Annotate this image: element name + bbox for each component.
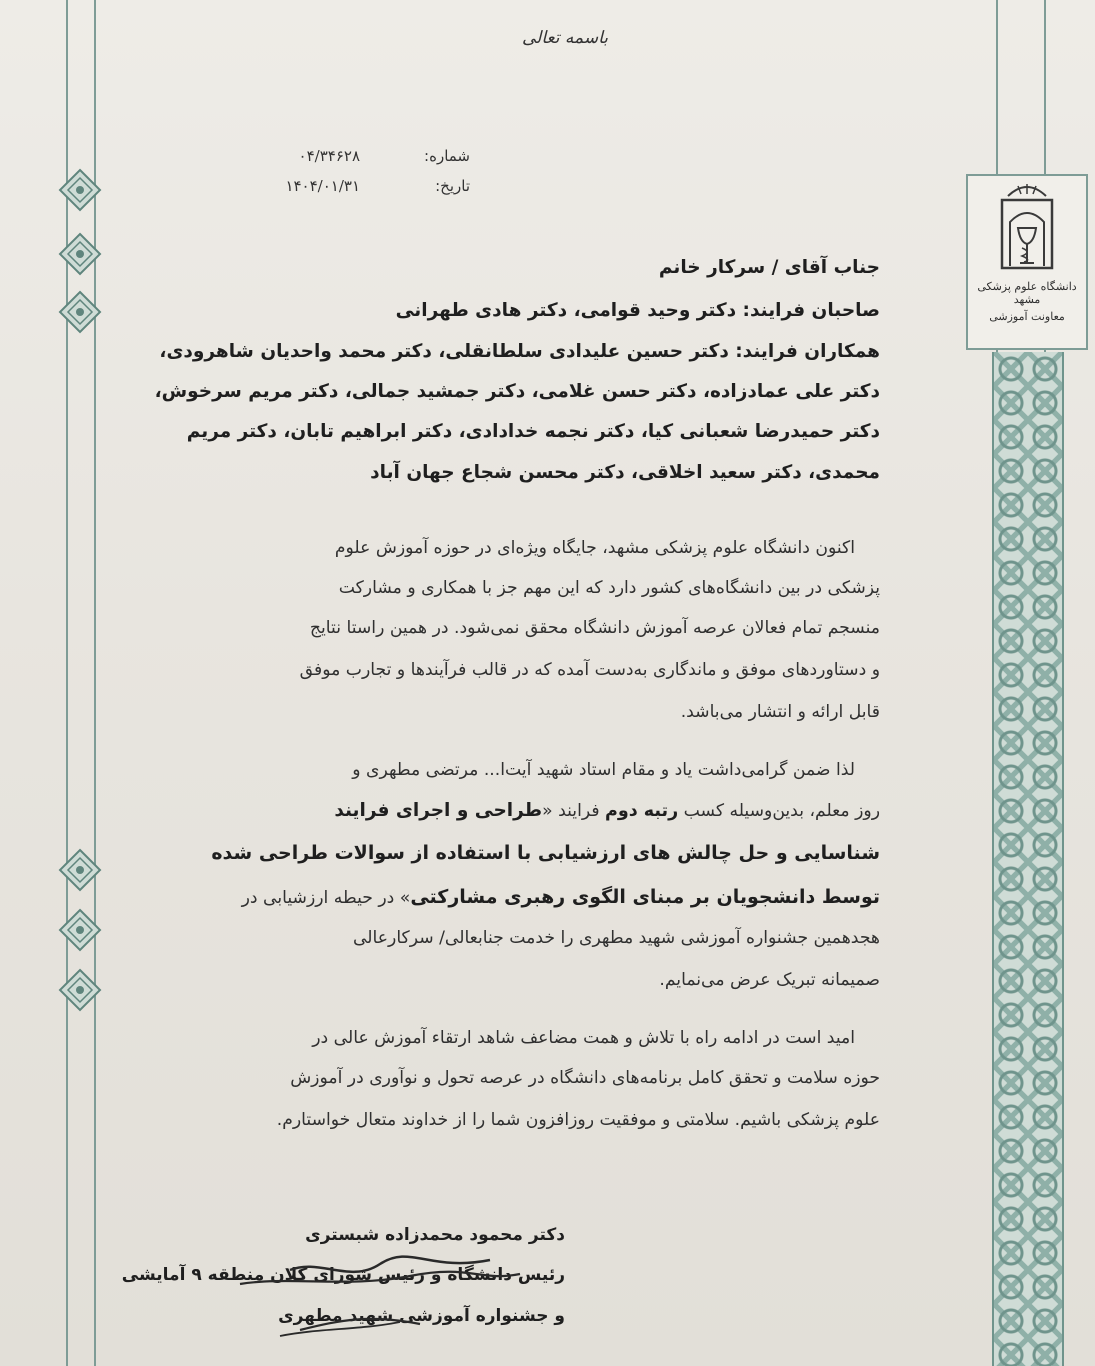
handwritten-signature (230, 1218, 530, 1348)
signatory-title: رئیس دانشگاه و رئیس شورای کلان منطقه ۹ آمایشی (121, 1265, 565, 1285)
ornament-icon (58, 168, 102, 212)
award-intro: روز معلم، بدین‌وسیله کسب (683, 801, 880, 821)
paragraph-line: حوزه سلامت و تحقق کامل برنامه‌های دانشگاه در عرصه تحول و نوآوری در آموزش (290, 1068, 880, 1088)
award-line (242, 886, 880, 908)
number-label: شماره: (424, 147, 470, 165)
number-value: ۰۴/۳۴۶۲۸ (298, 147, 360, 165)
addressee-salutation: جناب آقای / سرکار خانم (658, 257, 880, 278)
letter-date-row (280, 177, 470, 199)
university-emblem-icon (996, 182, 1058, 278)
ornament-icon (58, 290, 102, 334)
paragraph-line: و دستاوردهای موفق و ماندگاری به‌دست آمده که در قالب فرآیندها و تجارب موفق (299, 660, 880, 680)
university-logo (966, 174, 1088, 350)
award-process-word: فرایند « (542, 801, 600, 821)
right-decorative-border (960, 0, 1095, 1366)
paragraph-line: قابل ارائه و انتشار می‌باشد. (680, 702, 880, 722)
paragraph-line: لذا ضمن گرامی‌داشت یاد و مقام استاد شهید آیت‌ا... مرتضی مطهری و (352, 760, 855, 780)
addressee-colleagues: همکاران فرایند: دکتر حسین علیدادی سلطانقلی، دکتر محمد واحدیان شاهرودی، (159, 341, 880, 362)
paragraph-line: اکنون دانشگاه علوم پزشکی مشهد، جایگاه ویژه‌ای در حوزه آموزش علوم (334, 538, 855, 558)
award-category: » در حیطه ارزشیابی در (241, 888, 411, 908)
left-decorative-border (0, 0, 140, 1366)
invocation-heading: باسمه تعالی (522, 28, 608, 48)
process-title: شناسایی و حل چالش های ارزشیابی با استفاده از سوالات طراحی شده (211, 842, 880, 864)
ornament-icon (58, 232, 102, 276)
signatory-title: و جشنواره آموزشی شهید مطهری (278, 1306, 565, 1326)
award-line (334, 800, 880, 821)
award-rank: رتبه دوم (605, 801, 679, 821)
logo-department-name: معاونت آموزشی (989, 310, 1065, 323)
paragraph-line: صمیمانه تبریک عرض می‌نمایم. (659, 970, 880, 990)
date-label: تاریخ: (435, 177, 470, 195)
addressee-colleagues-cont: دکتر حمیدرضا شعبانی کیا، دکتر نجمه خدادادی، دکتر ابراهیم تابان، دکتر مریم (186, 421, 880, 442)
process-title: توسط دانشجویان بر مبنای الگوی رهبری مشارکتی (410, 886, 880, 908)
paragraph-line: علوم پزشکی باشیم. سلامتی و موفقیت روزافزون شما را از خداوند متعال خواستارم. (276, 1110, 880, 1130)
paragraph-line: منسجم تمام فعالان عرصه آموزش دانشگاه محقق نمی‌شود. در همین راستا نتایج (309, 618, 880, 638)
ornament-icon (58, 848, 102, 892)
process-title: طراحی و اجرای فرایند (334, 800, 543, 821)
ornament-icon (58, 908, 102, 952)
logo-university-name: دانشگاه علوم پزشکی مشهد (977, 280, 1077, 306)
ornament-icon (58, 968, 102, 1012)
paragraph-line: هجدهمین جشنواره آموزشی شهید مطهری را خدمت جنابعالی/ سرکارعالی (352, 928, 880, 948)
letter-number-row (280, 147, 470, 169)
date-value: ۱۴۰۴/۰۱/۳۱ (285, 177, 360, 195)
paragraph-line: امید است در ادامه راه با تلاش و همت مضاعف شاهد ارتقاء آموزش عالی در (312, 1028, 855, 1048)
addressee-colleagues-cont: دکتر علی عمادزاده، دکتر حسن غلامی، دکتر جمشید جمالی، دکتر مریم سرخوش، (154, 381, 880, 402)
addressee-colleagues-cont: محمدی، دکتر سعید اخلاقی، دکتر محسن شجاع جهان آباد (370, 462, 880, 483)
addressee-owners: صاحبان فرایند: دکتر وحید قوامی، دکتر هادی طهرانی (395, 300, 880, 321)
paragraph-line: پزشکی در بین دانشگاه‌های کشور دارد که این مهم جز با همکاری و مشارکت (338, 578, 880, 598)
islamic-pattern-strip (992, 352, 1064, 1366)
signatory-name: دکتر محمود محمدزاده شبستری (305, 1225, 565, 1245)
